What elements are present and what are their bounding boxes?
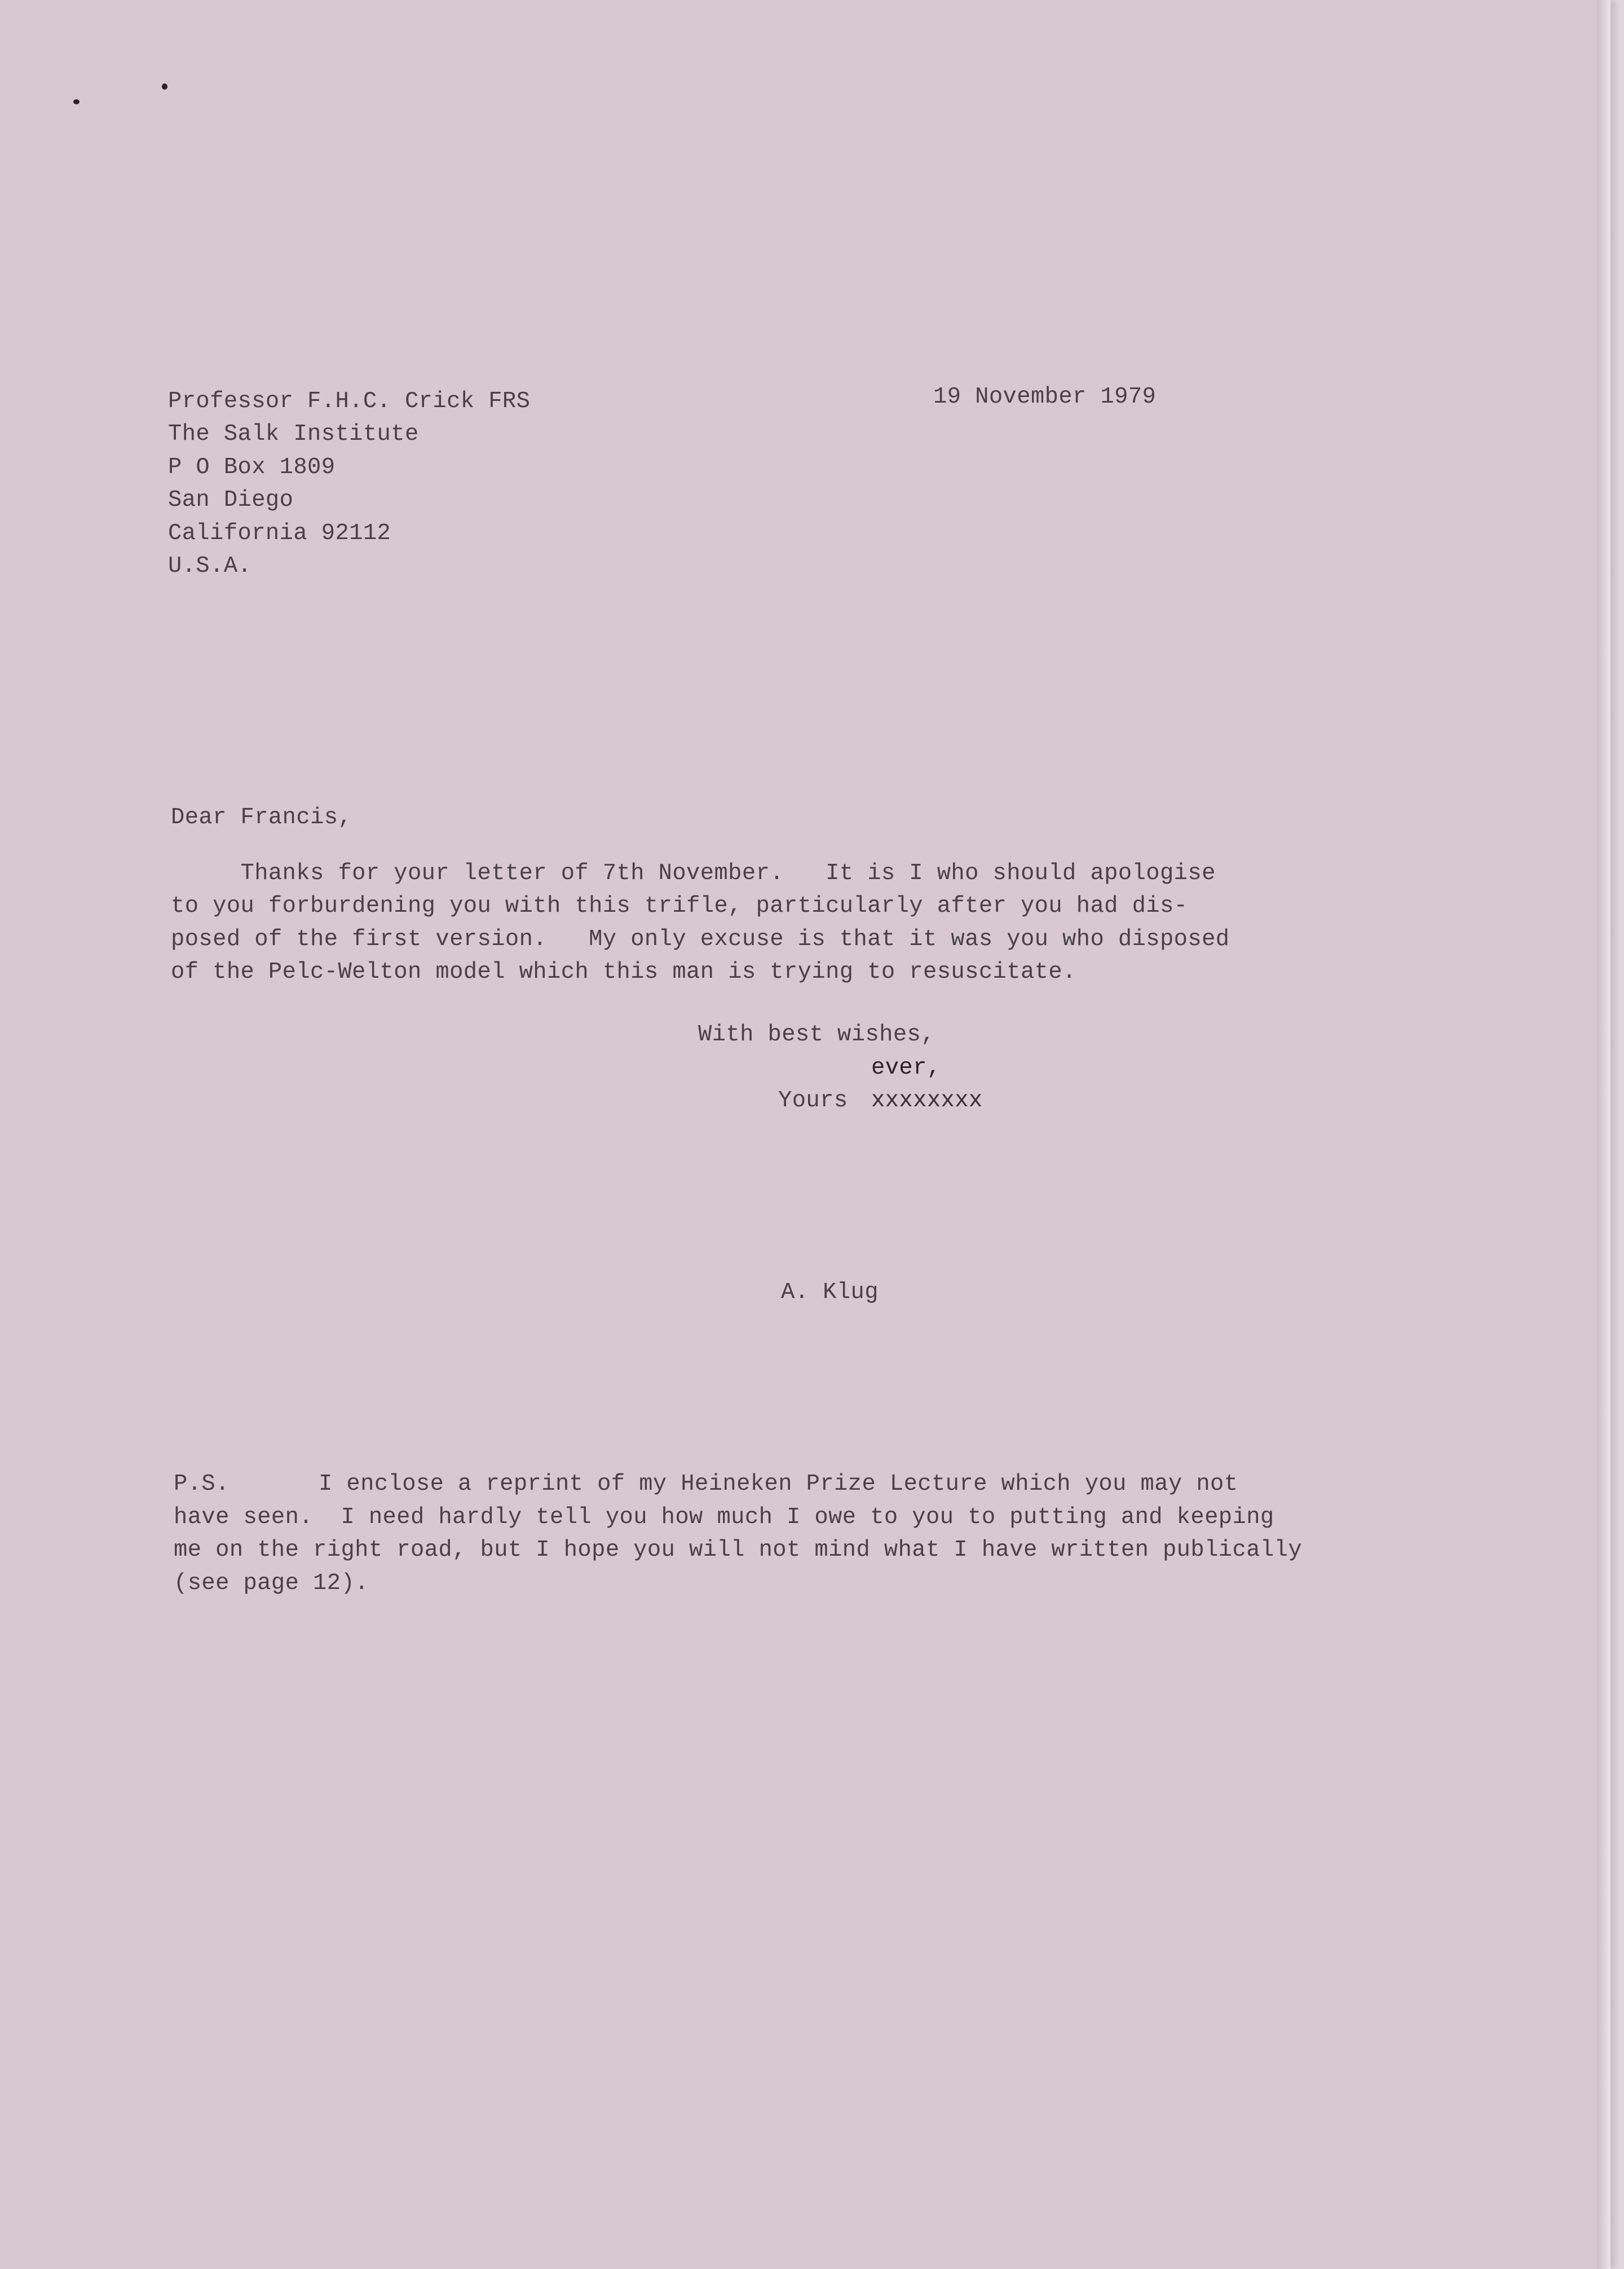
yours-word: Yours xyxy=(778,1088,848,1114)
body-line: posed of the first version. My only excuse is that it was you who disposed xyxy=(171,926,1230,952)
page-edge xyxy=(1597,0,1610,2269)
ps-line: I enclose a reprint of my Heineken Prize Lecture which you may not xyxy=(319,1471,1238,1497)
body-line: of the Pelc-Welton model which this man is trying to resuscitate. xyxy=(171,959,1076,985)
address-line: Professor F.H.C. Crick FRS xyxy=(168,389,531,414)
address-line: P O Box 1809 xyxy=(168,454,336,480)
punch-mark xyxy=(73,99,80,104)
address-line: U.S.A. xyxy=(168,553,252,579)
letter-date: 19 November 1979 xyxy=(933,384,1157,410)
address-line: California 92112 xyxy=(168,520,391,546)
ps-line: (see page 12). xyxy=(174,1570,369,1596)
address-line: The Salk Institute xyxy=(168,421,419,447)
ever-insert: ever, xyxy=(871,1055,941,1081)
closing-line: With best wishes, xyxy=(698,1022,935,1048)
ps-line: me on the right road, but I hope you will not mind what I have written publically xyxy=(174,1537,1303,1563)
body-line: to you forburdening you with this trifle, particularly after you had dis- xyxy=(171,893,1188,919)
address-line: San Diego xyxy=(168,487,294,513)
signature-name: A. Klug xyxy=(781,1279,879,1305)
salutation: Dear Francis, xyxy=(171,805,352,831)
ps-line: have seen. I need hardly tell you how much I owe to you to putting and keeping xyxy=(174,1504,1274,1530)
ps-label: P.S. xyxy=(174,1471,230,1497)
body-line: Thanks for your letter of 7th November. It is I who should apologise xyxy=(171,860,1216,886)
struck-out-text: xxxxxxxx xyxy=(871,1088,983,1114)
punch-mark xyxy=(162,83,167,90)
